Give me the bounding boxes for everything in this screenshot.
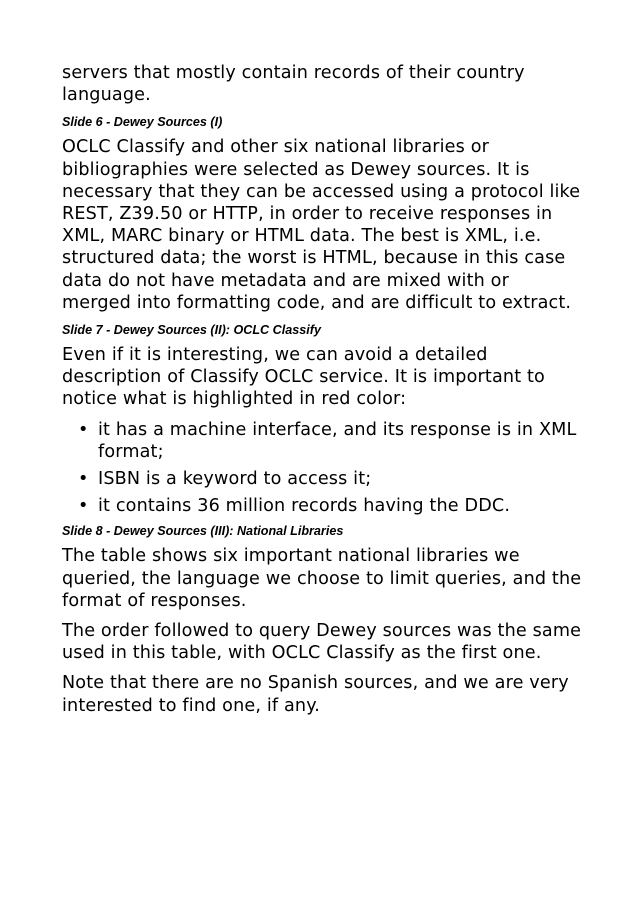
document-page — [62, 62, 582, 725]
slide-7-body: Even if it is interesting, we can avoid a detailed description of Classify OCLC service. It is important to notice what is highlighted in red color: — [62, 345, 545, 410]
intro-tail-paragraph: servers that mostly contain records of their country language. — [62, 63, 525, 106]
slide-8-body-1: The table shows six important national libraries we queried, the language we choose to limit queries, and the format of responses. — [62, 546, 582, 611]
bullet-item — [78, 419, 582, 463]
bullet-item — [78, 495, 582, 517]
bullet-icon: • — [78, 469, 89, 490]
slide-7-bullet-list — [62, 419, 582, 518]
slide-7-heading: Slide 7 - Dewey Sources (II): OCLC Classify — [62, 323, 321, 338]
slide-8-body-3: Note that there are no Spanish sources, and we are very interested to find one, if any. — [62, 673, 569, 716]
bullet-text: it contains 36 million records having the DDC. — [98, 496, 511, 517]
bullet-icon: • — [78, 496, 89, 517]
slide-8-body-2: The order followed to query Dewey sources was the same used in this table, with OCLC Classify as the first one. — [62, 621, 582, 664]
bullet-item — [78, 468, 582, 490]
bullet-icon: • — [78, 419, 89, 440]
bullet-text: it has a machine interface, and its response is in XML format; — [98, 419, 577, 462]
slide-8-heading: Slide 8 - Dewey Sources (III): National Libraries — [62, 524, 344, 539]
slide-6-body: OCLC Classify and other six national libraries or bibliographies were selected as Dewey sources. It is necessary that they can be accessed using a protocol like REST, Z39.50 or HTTP, in order to receive responses in XML, MARC binary or HTML data. The best is XML, i.e. structured data; the worst is HTML, because in this case data do not have metadata and are mixed with or merged into formatting code, and are difficult to extract. — [62, 137, 581, 313]
bullet-text: ISBN is a keyword to access it; — [98, 469, 372, 490]
slide-6-heading: Slide 6 - Dewey Sources (I) — [62, 115, 223, 130]
